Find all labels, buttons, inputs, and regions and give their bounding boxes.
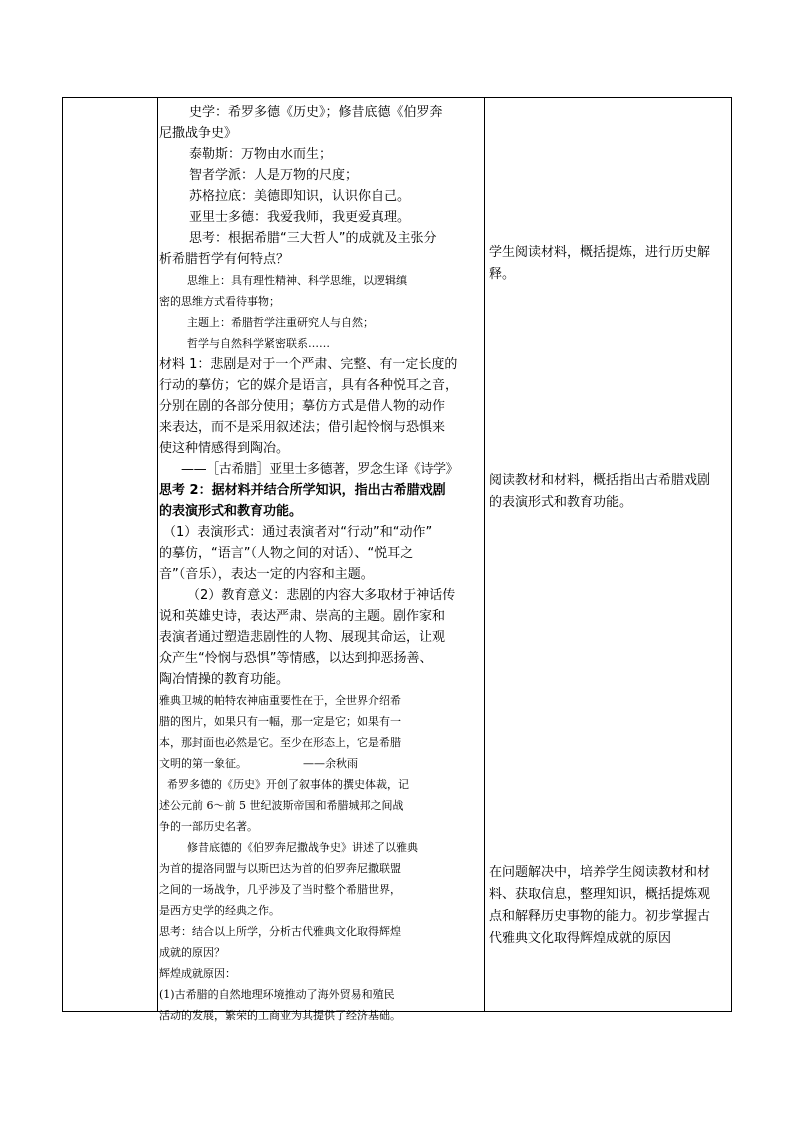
text-line: 析希腊哲学有何特点？ (159, 252, 290, 267)
text-line: 的表演形式和教育功能。 (159, 504, 303, 519)
text-line: 代雅典文化取得辉煌成就的原因 (489, 931, 672, 946)
text-line: 思考：结合以上所学，分析古代雅典文化取得辉煌 (159, 925, 401, 938)
philosophy-answer (159, 270, 484, 354)
text-line: 思考：根据希腊“三大哲人”的成就及主张分 (189, 231, 437, 246)
text-line: 料、获取信息，整理知识，概括提炼观 (489, 887, 711, 902)
text-line: 的摹仿，“语言”（人物之间的对话）、“悦耳之 (159, 546, 414, 561)
text-line: 是西方史学的经典之作。 (159, 904, 280, 917)
text-line: (1)古希腊的自然地理环境推动了海外贸易和殖民 (159, 988, 395, 1001)
text-line: 成就的原因？ (159, 946, 225, 959)
text-line: 众产生“怜悯与恐惧”等情感，以达到抑恶扬善、 (159, 651, 433, 666)
text-line: 思维上：具有理性精神、科学思维，以逻辑缜 (187, 274, 407, 287)
text-line: 泰勒斯：万物由水而生； (189, 147, 333, 162)
text-line: 述公元前 6～前 5 世纪波斯帝国和希腊城邦之间战 (159, 799, 404, 812)
text-line: 修昔底德的《伯罗奔尼撒战争史》讲述了以雅典 (187, 841, 418, 854)
activity-note-3 (489, 862, 729, 950)
text-line: 说和英雄史诗，表达严肃、崇高的主题。剧作家和 (159, 609, 446, 624)
text-line: 材料 1：悲剧是对于一个严肃、完整、有一定长度的 (159, 357, 458, 372)
text-line: 尼撒战争史》 (159, 126, 238, 141)
text-line: 史学：希罗多德《历史》；修昔底德《伯罗奔 (189, 105, 443, 120)
content-column (159, 102, 484, 1026)
text-line: 争的一部历史名著。 (159, 820, 258, 833)
question-2 (159, 480, 484, 522)
text-line: 使这种情感得到陶冶。 (159, 441, 290, 456)
text-line: 亚里士多德：我爱我师，我更爱真理。 (189, 210, 411, 225)
text-line: 希罗多德的《历史》开创了叙事体的撰史体裁，记 (167, 778, 409, 791)
athens-culture-material (159, 690, 484, 1026)
citation: ——［古希腊］亚里士多德著，罗念生译《诗学》 (181, 462, 459, 477)
text-line: 来表达，而不是采用叙述法；借引起怜悯与恐惧来 (159, 420, 446, 435)
text-line: 本，那封面也必然是它。至少在形态上，它是希腊 (159, 736, 401, 749)
text-line: 陶冶情操的教育功能。 (159, 672, 290, 687)
text-line: 之间的一场战争，几乎涉及了当时整个希腊世界， (159, 883, 401, 896)
text-line: 点和解释历史事物的能力。初步掌握古 (489, 909, 711, 924)
answer-2 (159, 522, 484, 690)
text-line: 辉煌成就原因： (159, 967, 236, 980)
text-line: 分别在剧的各部分使用；摹仿方式是借人物的动作 (159, 399, 446, 414)
text-line: 密的思维方式看待事物； (159, 295, 280, 308)
text-line: 哲学与自然科学紧密联系…… (187, 337, 330, 350)
text-line: 雅典卫城的帕特农神庙重要性在于，全世界介绍希 (159, 694, 401, 707)
column-divider-right (484, 98, 485, 1011)
lesson-table (62, 97, 732, 1022)
material-1 (159, 354, 484, 480)
text-line: （1）表演形式：通过表演者对“行动”和“动作” (163, 525, 433, 540)
column-divider-left (157, 98, 158, 1011)
text-line: 苏格拉底：美德即知识，认识你自己。 (189, 189, 411, 204)
activity-note-1 (489, 242, 729, 286)
text-line: 阅读教材和材料，概括指出古希腊戏剧 (489, 473, 711, 488)
text-line: 为首的提洛同盟与以斯巴达为首的伯罗奔尼撒联盟 (159, 862, 401, 875)
text-line: 音”（音乐），表达一定的内容和主题。 (159, 567, 374, 582)
text-line: 智者学派：人是万物的尺度； (189, 168, 359, 183)
text-line: 学生阅读材料，概括提炼，进行历史解 (489, 245, 711, 260)
text-line: 主题上：希腊哲学注重研究人与自然； (187, 316, 374, 329)
text-line: 活动的发展，繁荣的工商业为其提供了经济基础。 (159, 1009, 401, 1022)
text-line: 表演者通过塑造悲剧性的人物、展现其命运，让观 (159, 630, 446, 645)
activity-note-2 (489, 470, 729, 514)
text-line: 思考 2：据材料并结合所学知识，指出古希腊戏剧 (159, 483, 446, 498)
text-line: （2）教育意义：悲剧的内容大多取材于神话传 (187, 588, 456, 603)
text-line: 腊的图片，如果只有一幅，那一定是它；如果有一 (159, 715, 401, 728)
text-line: 在问题解决中，培养学生阅读教材和材 (489, 865, 711, 880)
text-line: 的表演形式和教育功能。 (489, 495, 633, 510)
text-line: 释。 (489, 267, 516, 282)
text-line: 文明的第一象征。 ——余秋雨 (159, 757, 358, 770)
culture-summary (159, 102, 484, 270)
text-line: 行动的摹仿；它的媒介是语言，具有各种悦耳之音， (159, 378, 459, 393)
